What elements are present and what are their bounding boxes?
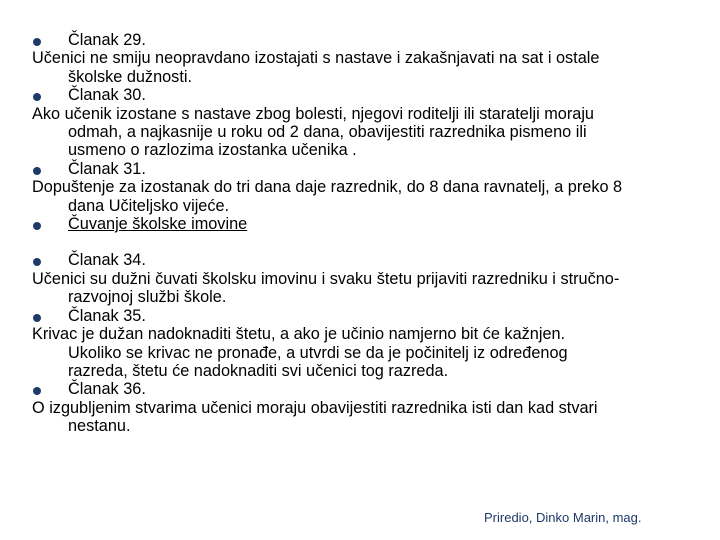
article-heading-text: Članak 31. — [68, 159, 146, 178]
article-29-text-line: školske dužnosti. — [68, 67, 192, 86]
article-31-text-line: dana Učiteljsko vijeće. — [68, 196, 230, 215]
document-body — [32, 31, 704, 436]
article-30-text-line: usmeno o razlozima izostanka učenika . — [68, 141, 357, 160]
article-34-text-line: razvojnoj službi škole. — [68, 288, 227, 307]
article-heading-text: Članak 36. — [68, 380, 146, 399]
article-34-heading — [32, 251, 704, 269]
article-30-heading — [32, 86, 704, 104]
article-36-heading — [32, 380, 704, 398]
article-35-text-line: Ukoliko se krivac ne pronađe, a utvrdi se da je počinitelj iz određenog — [68, 343, 568, 362]
bullet-icon — [33, 258, 41, 266]
article-34-text-line: Učenici su dužni čuvati školsku imovinu i svaku štetu prijaviti razredniku i stručno- — [32, 269, 620, 288]
article-35-text-line: Krivac je dužan nadoknaditi štetu, a ako je učinio namjerno bit će kažnjen. — [32, 325, 566, 344]
article-31-text-line: Dopuštenje za izostanak do tri dana daje razrednik, do 8 dana ravnatelj, a preko 8 — [32, 178, 623, 197]
article-35-text-line: razreda, štetu će nadoknaditi svi učenici tog razreda. — [68, 361, 449, 380]
section-heading-text: Čuvanje školske imovine — [68, 215, 248, 234]
bullet-icon — [33, 93, 41, 101]
bullet-icon — [33, 38, 41, 46]
bullet-icon — [33, 314, 41, 322]
bullet-icon — [33, 387, 41, 395]
article-29-text-line: Učenici ne smiju neopravdano izostajati s nastave i zakašnjavati na sat i ostale — [32, 49, 600, 68]
article-36-text-line: O izgubljenim stvarima učenici moraju obavijestiti razrednika isti dan kad stvari — [32, 398, 598, 417]
article-35-heading — [32, 307, 704, 325]
bullet-icon — [33, 167, 41, 175]
paragraph-spacer — [32, 233, 704, 251]
article-30-text-line: Ako učenik izostane s nastave zbog bolesti, njegovi roditelji ili staratelji moraju — [32, 104, 594, 123]
bullet-icon — [33, 222, 41, 230]
author-credit: Priredio, Dinko Marin, mag. — [484, 510, 642, 525]
article-36-text-line: nestanu. — [68, 417, 131, 436]
article-30-text-line: odmah, a najkasnije u roku od 2 dana, obavijestiti razrednika pismeno ili — [68, 123, 587, 142]
article-29-heading — [32, 31, 704, 49]
article-heading-text: Članak 34. — [68, 251, 146, 270]
article-heading-text: Članak 30. — [68, 86, 146, 105]
section-heading-property — [32, 215, 704, 233]
article-31-heading — [32, 160, 704, 178]
article-heading-text: Članak 35. — [68, 306, 146, 325]
article-heading-text: Članak 29. — [68, 31, 146, 49]
